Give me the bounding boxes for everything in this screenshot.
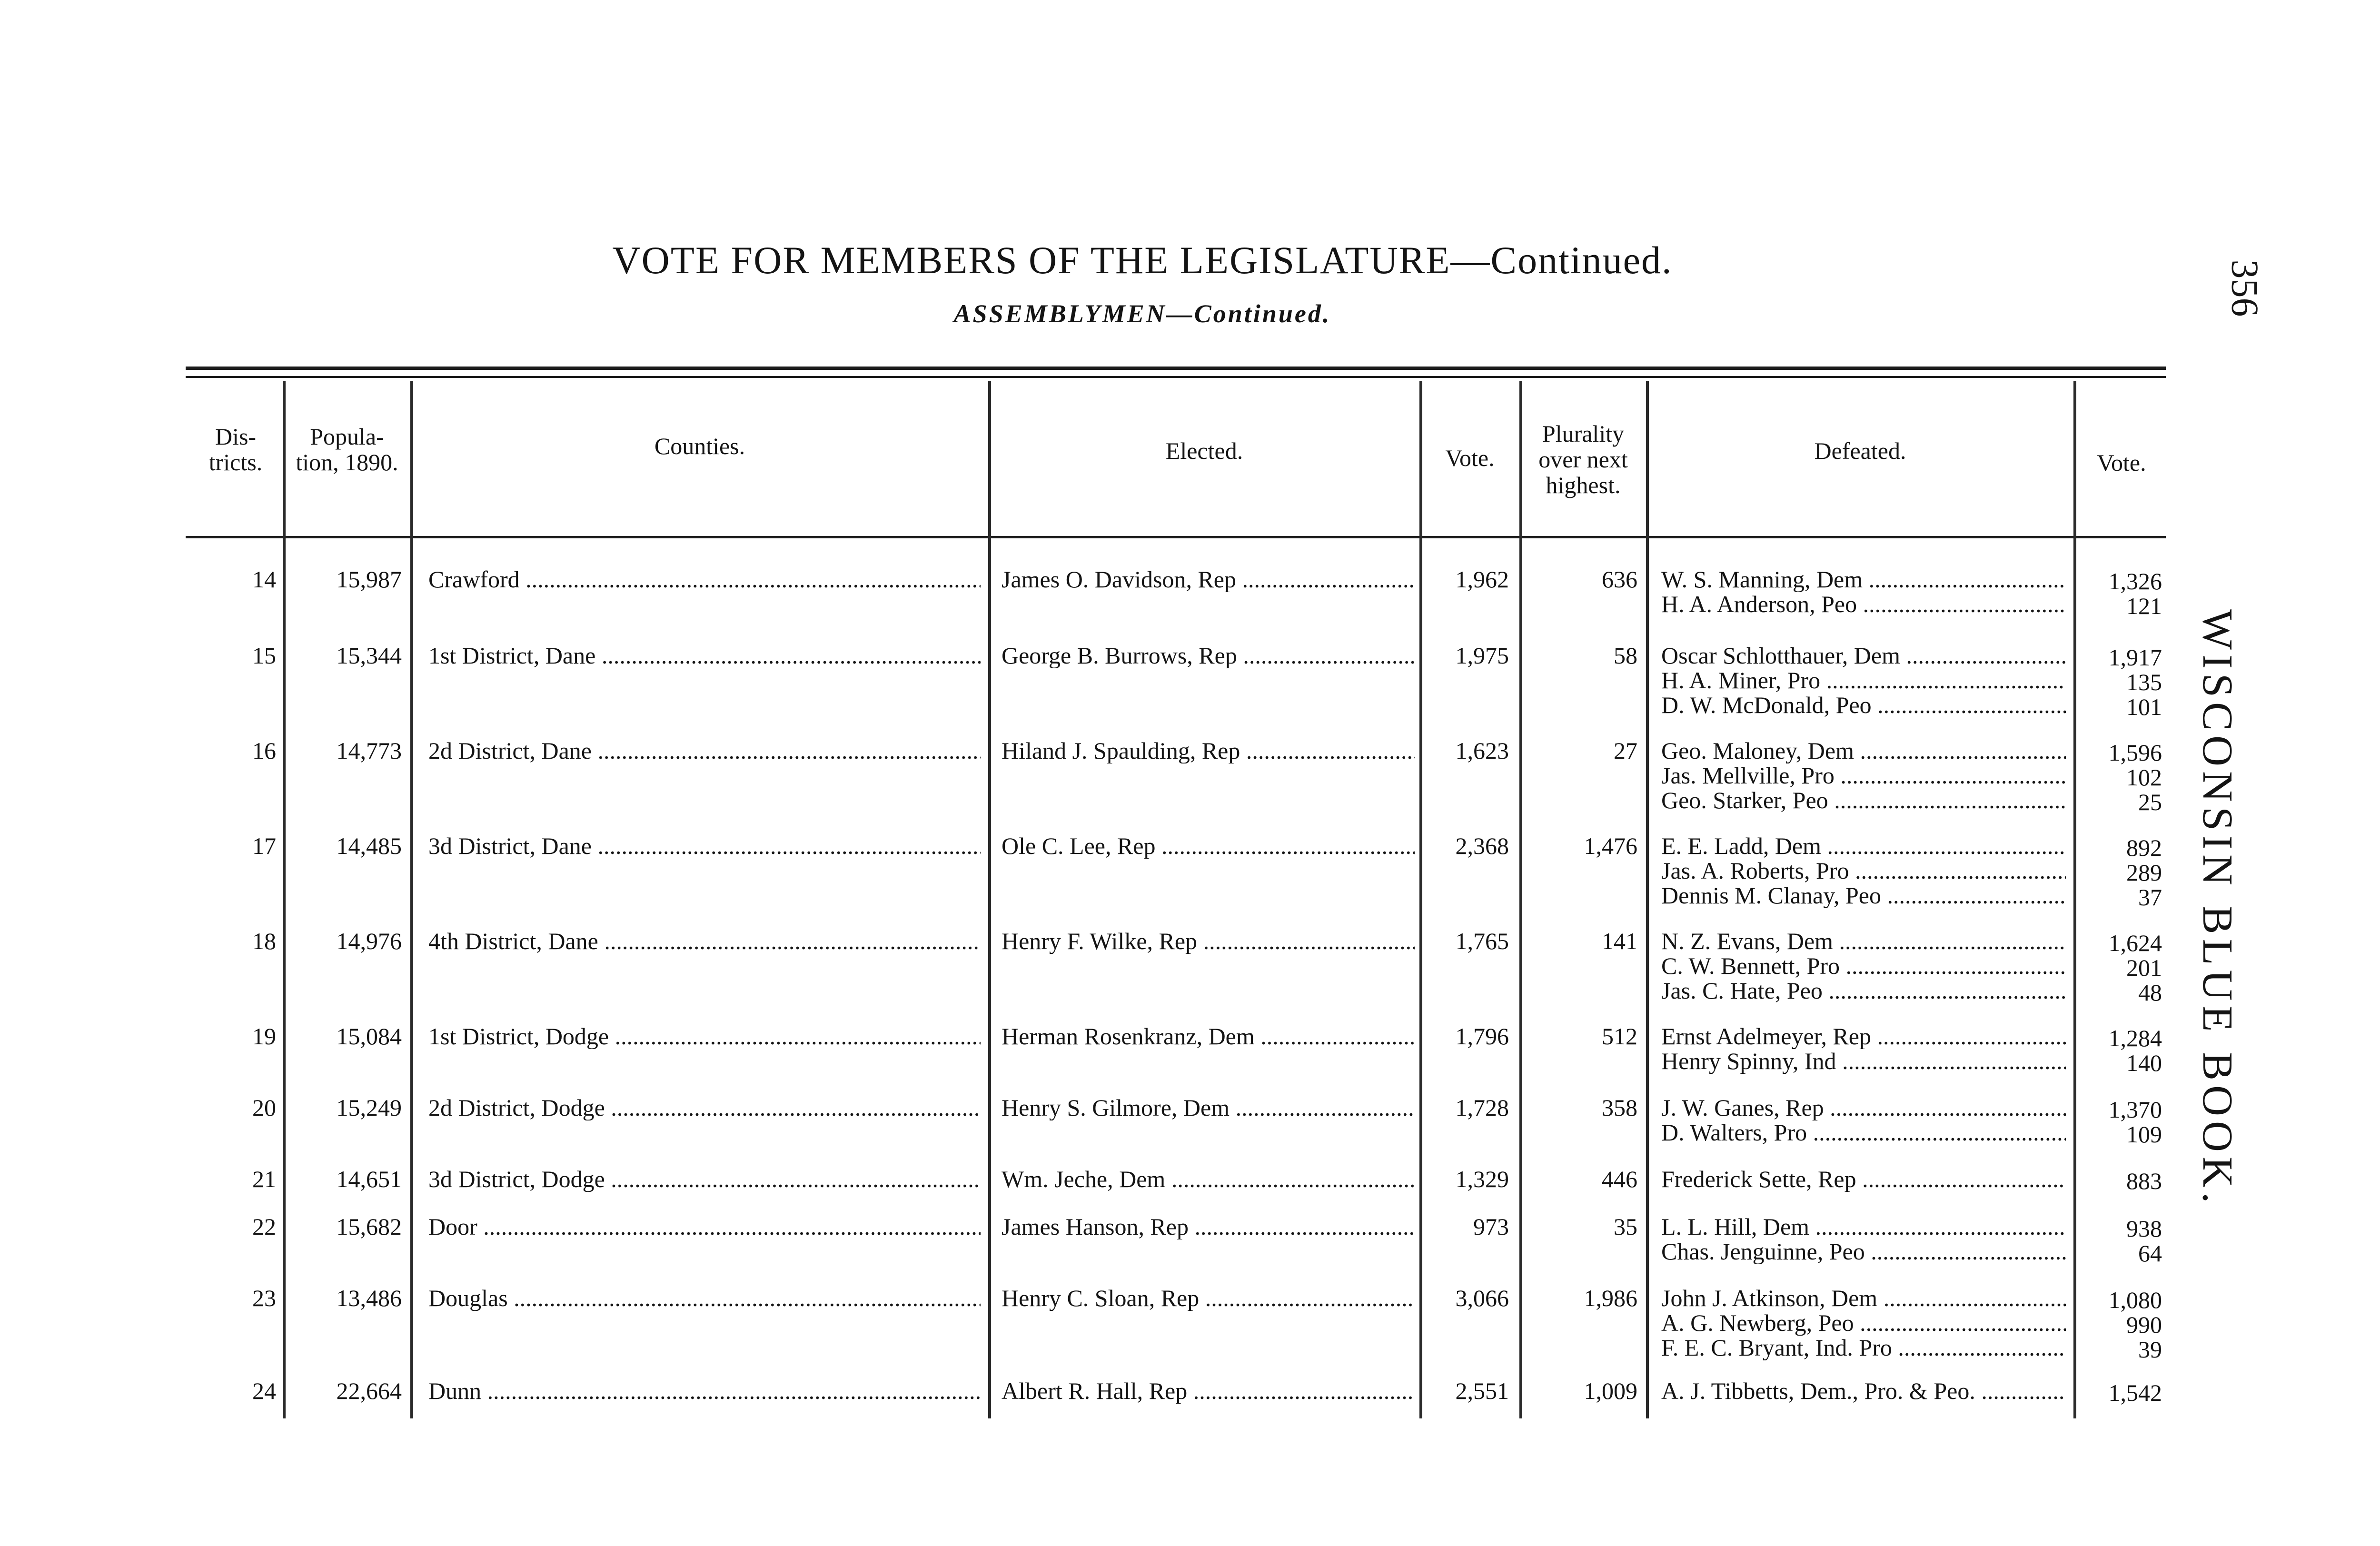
- defeated-vote: 140: [2126, 1050, 2162, 1076]
- defeated-vote: 39: [2138, 1336, 2162, 1363]
- defeated-vote: 1,917: [2108, 644, 2162, 671]
- population-value: 22,664: [336, 1378, 402, 1404]
- plurality-value: 141: [1602, 928, 1637, 954]
- defeated-name: Jas. Mellville, Pro .....: [1661, 763, 2066, 788]
- district-number: 24: [252, 1378, 276, 1404]
- defeated-vote: 37: [2138, 884, 2162, 911]
- county-name: 1st District, Dodge .....: [428, 1023, 981, 1049]
- elected-name: Albert R. Hall, Rep .....: [1002, 1378, 1415, 1404]
- defeated-name: Henry Spinny, Ind .....: [1661, 1048, 2066, 1074]
- population-value: 15,249: [336, 1094, 402, 1121]
- plurality-value: 1,476: [1584, 832, 1637, 859]
- district-number: 23: [252, 1285, 276, 1311]
- plurality-value: 58: [1614, 642, 1637, 669]
- elected-vote: 2,551: [1455, 1378, 1509, 1404]
- defeated-name: Jas. A. Roberts, Pro .....: [1661, 858, 2066, 883]
- county-name: 4th District, Dane .....: [428, 928, 981, 954]
- elected-name: Henry S. Gilmore, Dem .....: [1002, 1095, 1415, 1120]
- defeated-name: Oscar Schlotthauer, Dem .....: [1661, 643, 2066, 668]
- plurality-value: 27: [1614, 737, 1637, 764]
- running-head: WISCONSIN BLUE BOOK.: [2194, 609, 2241, 1208]
- district-number: 21: [252, 1166, 276, 1192]
- defeated-name: D. W. McDonald, Peo .....: [1661, 692, 2066, 718]
- table-top-rule-thin: [186, 376, 2166, 378]
- column-divider: [988, 381, 991, 1418]
- column-divider: [283, 381, 286, 1418]
- defeated-name: Chas. Jenguinne, Peo .....: [1661, 1239, 2066, 1264]
- header-plurality: Plurality over next highest.: [1538, 420, 1628, 498]
- header-defeated: Defeated.: [1814, 437, 1906, 464]
- column-divider: [1519, 381, 1522, 1418]
- header-counties: Counties.: [654, 433, 745, 459]
- defeated-name: J. W. Ganes, Rep .....: [1661, 1095, 2066, 1120]
- plurality-value: 1,009: [1584, 1378, 1637, 1404]
- elected-vote: 1,962: [1455, 566, 1509, 593]
- defeated-name: Dennis M. Clanay, Peo .....: [1661, 882, 2066, 908]
- page-subtitle: ASSEMBLYMEN—Continued.: [953, 299, 1331, 328]
- defeated-name: Frederick Sette, Rep .....: [1661, 1166, 2066, 1192]
- header-elected: Elected.: [1165, 437, 1243, 464]
- elected-name: Herman Rosenkranz, Dem .....: [1002, 1023, 1415, 1049]
- defeated-name: E. E. Ladd, Dem .....: [1661, 833, 2066, 859]
- county-name: 2d District, Dodge .....: [428, 1095, 981, 1120]
- defeated-vote: 48: [2138, 979, 2162, 1006]
- elected-vote: 1,975: [1455, 642, 1509, 669]
- defeated-vote: 25: [2138, 789, 2162, 815]
- defeated-vote: 109: [2126, 1121, 2162, 1148]
- header-population: Popula- tion, 1890.: [296, 423, 398, 476]
- plurality-value: 358: [1602, 1094, 1637, 1121]
- district-number: 18: [252, 928, 276, 954]
- elected-vote: 1,329: [1455, 1166, 1509, 1192]
- defeated-name: H. A. Anderson, Peo .....: [1661, 591, 2066, 617]
- column-divider: [1419, 381, 1422, 1418]
- county-name: Crawford .....: [428, 566, 981, 592]
- elected-vote: 2,368: [1455, 832, 1509, 859]
- plurality-value: 35: [1614, 1213, 1637, 1240]
- defeated-name: Geo. Maloney, Dem .....: [1661, 738, 2066, 763]
- county-name: 3d District, Dodge .....: [428, 1166, 981, 1192]
- defeated-vote: 121: [2126, 593, 2162, 619]
- defeated-vote: 883: [2126, 1168, 2162, 1194]
- header-vote-defeated: Vote.: [2097, 449, 2146, 476]
- defeated-vote: 101: [2126, 694, 2162, 720]
- defeated-vote: 201: [2126, 954, 2162, 981]
- plurality-value: 636: [1602, 566, 1637, 593]
- county-name: Dunn .....: [428, 1378, 981, 1404]
- elected-name: James O. Davidson, Rep .....: [1002, 566, 1415, 592]
- defeated-vote: 102: [2126, 764, 2162, 791]
- defeated-name: A. J. Tibbetts, Dem., Pro. & Peo. .....: [1661, 1378, 2066, 1404]
- population-value: 15,682: [336, 1213, 402, 1240]
- table-top-rule: [186, 367, 2166, 370]
- elected-vote: 1,765: [1455, 928, 1509, 954]
- elected-vote: 973: [1473, 1213, 1509, 1240]
- defeated-vote: 1,542: [2108, 1379, 2162, 1406]
- plurality-value: 1,986: [1584, 1285, 1637, 1311]
- elected-name: Henry C. Sloan, Rep .....: [1002, 1285, 1415, 1311]
- population-value: 15,344: [336, 642, 402, 669]
- defeated-vote: 64: [2138, 1240, 2162, 1267]
- county-name: 3d District, Dane .....: [428, 833, 981, 859]
- defeated-vote: 892: [2126, 834, 2162, 861]
- elected-name: George B. Burrows, Rep .....: [1002, 643, 1415, 668]
- population-value: 14,485: [336, 832, 402, 859]
- defeated-name: L. L. Hill, Dem .....: [1661, 1214, 2066, 1239]
- defeated-vote: 1,596: [2108, 739, 2162, 766]
- county-name: 2d District, Dane .....: [428, 738, 981, 763]
- district-number: 14: [252, 566, 276, 593]
- elected-vote: 1,728: [1455, 1094, 1509, 1121]
- population-value: 15,987: [336, 566, 402, 593]
- elected-vote: 3,066: [1455, 1285, 1509, 1311]
- defeated-name: Jas. C. Hate, Peo .....: [1661, 978, 2066, 1003]
- defeated-name: Ernst Adelmeyer, Rep .....: [1661, 1023, 2066, 1049]
- page-title: VOTE FOR MEMBERS OF THE LEGISLATURE—Continued.: [612, 238, 1673, 282]
- column-divider: [1646, 381, 1649, 1418]
- defeated-vote: 938: [2126, 1215, 2162, 1242]
- defeated-vote: 1,370: [2108, 1096, 2162, 1123]
- district-number: 15: [252, 642, 276, 669]
- column-divider: [410, 381, 413, 1418]
- defeated-name: W. S. Manning, Dem .....: [1661, 566, 2066, 592]
- county-name: Door .....: [428, 1214, 981, 1239]
- defeated-vote: 1,284: [2108, 1025, 2162, 1051]
- header-vote: Vote.: [1445, 445, 1495, 471]
- population-value: 15,084: [336, 1023, 402, 1050]
- county-name: Douglas .....: [428, 1285, 981, 1311]
- defeated-name: A. G. Newberg, Peo .....: [1661, 1310, 2066, 1336]
- defeated-name: John J. Atkinson, Dem .....: [1661, 1285, 2066, 1311]
- district-number: 20: [252, 1094, 276, 1121]
- district-number: 22: [252, 1213, 276, 1240]
- header-districts: Dis- tricts.: [208, 423, 263, 476]
- elected-name: Hiland J. Spaulding, Rep .....: [1002, 738, 1415, 763]
- elected-name: James Hanson, Rep .....: [1002, 1214, 1415, 1239]
- plurality-value: 512: [1602, 1023, 1637, 1050]
- population-value: 14,773: [336, 737, 402, 764]
- population-value: 14,976: [336, 928, 402, 954]
- plurality-value: 446: [1602, 1166, 1637, 1192]
- defeated-name: H. A. Miner, Pro .....: [1661, 667, 2066, 693]
- district-number: 16: [252, 737, 276, 764]
- defeated-name: D. Walters, Pro .....: [1661, 1120, 2066, 1145]
- population-value: 14,651: [336, 1166, 402, 1192]
- defeated-name: C. W. Bennett, Pro .....: [1661, 953, 2066, 979]
- defeated-vote: 990: [2126, 1311, 2162, 1338]
- defeated-vote: 1,326: [2108, 568, 2162, 595]
- county-name: 1st District, Dane .....: [428, 643, 981, 668]
- population-value: 13,486: [336, 1285, 402, 1311]
- defeated-vote: 1,080: [2108, 1287, 2162, 1313]
- defeated-vote: 1,624: [2108, 930, 2162, 956]
- defeated-name: F. E. C. Bryant, Ind. Pro .....: [1661, 1335, 2066, 1360]
- defeated-name: Geo. Starker, Peo .....: [1661, 787, 2066, 813]
- district-number: 19: [252, 1023, 276, 1050]
- elected-name: Ole C. Lee, Rep .....: [1002, 833, 1415, 859]
- defeated-vote: 135: [2126, 669, 2162, 695]
- page-number: 356: [2223, 259, 2266, 317]
- elected-name: Henry F. Wilke, Rep .....: [1002, 928, 1415, 954]
- district-number: 17: [252, 832, 276, 859]
- defeated-vote: 289: [2126, 859, 2162, 886]
- elected-name: Wm. Jeche, Dem .....: [1002, 1166, 1415, 1192]
- elected-vote: 1,796: [1455, 1023, 1509, 1050]
- elected-vote: 1,623: [1455, 737, 1509, 764]
- header-bottom-rule: [186, 536, 2166, 538]
- defeated-name: N. Z. Evans, Dem .....: [1661, 928, 2066, 954]
